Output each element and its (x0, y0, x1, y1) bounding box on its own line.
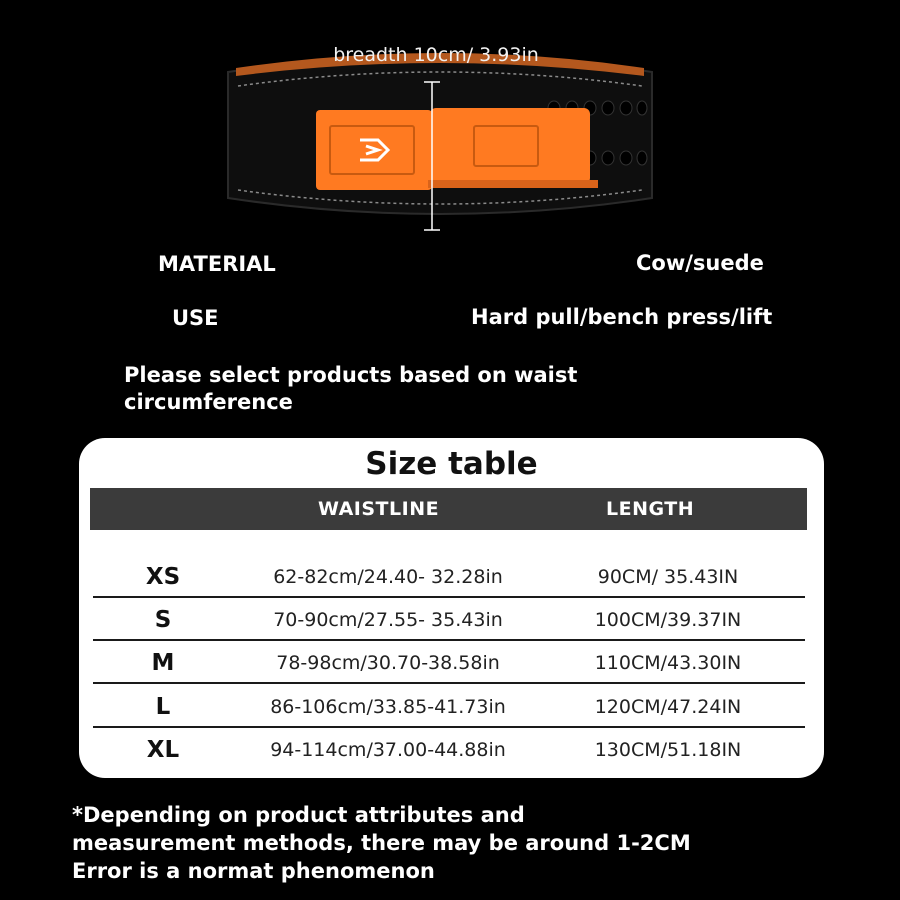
use-label: USE (172, 306, 219, 330)
header-length: LENGTH (606, 498, 695, 520)
length-cell: 110CM/43.30IN (594, 652, 742, 674)
row-divider (93, 639, 805, 641)
waistline-cell: 62-82cm/24.40- 32.28in (273, 566, 503, 588)
waistline-cell: 78-98cm/30.70-38.58in (276, 652, 500, 674)
table-row (93, 556, 805, 598)
lever-buckle (316, 108, 598, 190)
belt-illustration (220, 40, 660, 240)
length-cell: 130CM/51.18IN (594, 739, 742, 761)
row-divider (93, 682, 805, 684)
size-table-card (79, 438, 824, 778)
row-divider (93, 726, 805, 728)
header-waistline: WAISTLINE (318, 498, 440, 520)
table-row (93, 729, 805, 771)
size-cell: S (154, 607, 172, 633)
table-row (93, 642, 805, 684)
length-cell: 90CM/ 35.43IN (597, 566, 739, 588)
breadth-label: breadth 10cm/ 3.93in (333, 44, 539, 66)
size-instruction: Please select products based on waist circumference (124, 363, 578, 414)
waistline-cell: 86-106cm/33.85-41.73in (270, 696, 506, 718)
footer-disclaimer (72, 801, 832, 885)
length-cell: 120CM/47.24IN (594, 696, 742, 718)
size-cell: XL (146, 737, 180, 763)
size-table-title: Size table (365, 446, 538, 482)
material-label: MATERIAL (158, 252, 276, 276)
table-row (93, 599, 805, 641)
table-row (93, 686, 805, 728)
waistline-cell: 70-90cm/27.55- 35.43in (273, 609, 503, 631)
footer-line: measurement methods, there may be around 1-2CM (72, 831, 691, 855)
material-value: Cow/suede (636, 251, 764, 275)
row-divider (93, 596, 805, 598)
waistline-cell: 94-114cm/37.00-44.88in (270, 739, 506, 761)
size-cell: M (151, 650, 175, 676)
belt-product-image (220, 40, 660, 240)
size-cell: L (155, 694, 171, 720)
footer-line: *Depending on product attributes and (72, 803, 525, 827)
size-table-header (90, 488, 807, 530)
footer-line: Error is a normat phenomenon (72, 859, 435, 883)
size-cell: XS (145, 564, 181, 590)
length-cell: 100CM/39.37IN (594, 609, 742, 631)
use-value: Hard pull/bench press/lift (471, 305, 773, 329)
